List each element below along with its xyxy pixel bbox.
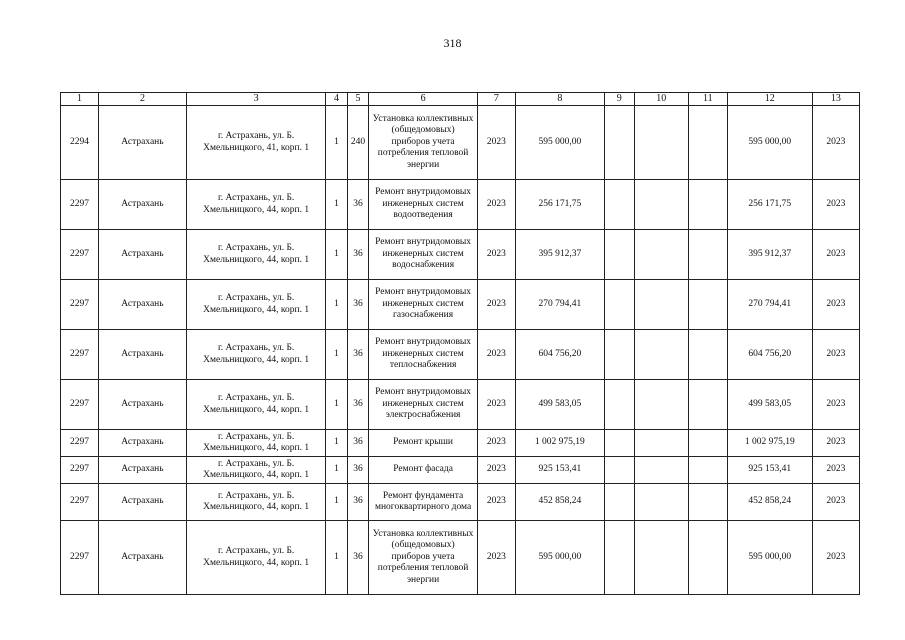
address-cell: г. Астрахань, ул. Б. Хмельницкого, 44, корп. 1 bbox=[186, 380, 325, 430]
year-cell: 2023 bbox=[477, 380, 515, 430]
column-header: 3 bbox=[186, 93, 325, 106]
address-cell: г. Астрахань, ул. Б. Хмельницкого, 44, корп. 1 bbox=[186, 484, 325, 521]
amount-cell: 452 858,24 bbox=[515, 484, 604, 521]
column-header: 5 bbox=[347, 93, 369, 106]
table-row bbox=[61, 430, 860, 457]
year-cell: 2023 bbox=[477, 457, 515, 484]
work-type-cell: Ремонт внутридомовых инженерных систем теплоснабжения bbox=[369, 330, 478, 380]
table-row bbox=[61, 521, 860, 595]
col4-cell: 1 bbox=[326, 380, 348, 430]
work-type-cell: Ремонт внутридомовых инженерных систем газоснабжения bbox=[369, 280, 478, 330]
total-amount-cell: 925 153,41 bbox=[727, 457, 812, 484]
col5-cell: 240 bbox=[347, 106, 369, 180]
final-year-cell: 2023 bbox=[812, 484, 859, 521]
amount-cell: 595 000,00 bbox=[515, 521, 604, 595]
col4-cell: 1 bbox=[326, 521, 348, 595]
table-row bbox=[61, 280, 860, 330]
col10-cell bbox=[634, 280, 688, 330]
row-number: 2297 bbox=[61, 457, 99, 484]
row-number: 2297 bbox=[61, 484, 99, 521]
city-cell: Астрахань bbox=[98, 380, 186, 430]
work-type-cell: Установка коллективных (общедомовых) приборов учета потребления тепловой энергии bbox=[369, 106, 478, 180]
work-type-cell: Ремонт крыши bbox=[369, 430, 478, 457]
city-cell: Астрахань bbox=[98, 521, 186, 595]
year-cell: 2023 bbox=[477, 330, 515, 380]
year-cell: 2023 bbox=[477, 180, 515, 230]
col9-cell bbox=[604, 180, 634, 230]
col10-cell bbox=[634, 521, 688, 595]
table-row bbox=[61, 106, 860, 180]
work-type-cell: Ремонт фасада bbox=[369, 457, 478, 484]
row-number: 2297 bbox=[61, 521, 99, 595]
address-cell: г. Астрахань, ул. Б. Хмельницкого, 44, корп. 1 bbox=[186, 457, 325, 484]
col11-cell bbox=[688, 430, 727, 457]
work-type-cell: Установка коллективных (общедомовых) приборов учета потребления тепловой энергии bbox=[369, 521, 478, 595]
final-year-cell: 2023 bbox=[812, 106, 859, 180]
col5-cell: 36 bbox=[347, 521, 369, 595]
year-cell: 2023 bbox=[477, 106, 515, 180]
col4-cell: 1 bbox=[326, 330, 348, 380]
column-header: 12 bbox=[727, 93, 812, 106]
work-type-cell: Ремонт внутридомовых инженерных систем водоотведения bbox=[369, 180, 478, 230]
col4-cell: 1 bbox=[326, 484, 348, 521]
column-header: 6 bbox=[369, 93, 478, 106]
column-header: 1 bbox=[61, 93, 99, 106]
capital-repair-table bbox=[60, 92, 860, 595]
row-number: 2297 bbox=[61, 180, 99, 230]
column-header: 4 bbox=[326, 93, 348, 106]
work-type-cell: Ремонт внутридомовых инженерных систем электроснабжения bbox=[369, 380, 478, 430]
col11-cell bbox=[688, 380, 727, 430]
col9-cell bbox=[604, 106, 634, 180]
col5-cell: 36 bbox=[347, 230, 369, 280]
amount-cell: 395 912,37 bbox=[515, 230, 604, 280]
table-row bbox=[61, 230, 860, 280]
amount-cell: 595 000,00 bbox=[515, 106, 604, 180]
work-type-cell: Ремонт внутридомовых инженерных систем водоснабжения bbox=[369, 230, 478, 280]
final-year-cell: 2023 bbox=[812, 180, 859, 230]
col10-cell bbox=[634, 430, 688, 457]
col9-cell bbox=[604, 521, 634, 595]
city-cell: Астрахань bbox=[98, 430, 186, 457]
city-cell: Астрахань bbox=[98, 106, 186, 180]
final-year-cell: 2023 bbox=[812, 380, 859, 430]
final-year-cell: 2023 bbox=[812, 280, 859, 330]
total-amount-cell: 499 583,05 bbox=[727, 380, 812, 430]
total-amount-cell: 256 171,75 bbox=[727, 180, 812, 230]
row-number: 2297 bbox=[61, 430, 99, 457]
column-header: 2 bbox=[98, 93, 186, 106]
row-number: 2297 bbox=[61, 330, 99, 380]
table-row bbox=[61, 457, 860, 484]
col11-cell bbox=[688, 280, 727, 330]
city-cell: Астрахань bbox=[98, 330, 186, 380]
col10-cell bbox=[634, 180, 688, 230]
column-header: 13 bbox=[812, 93, 859, 106]
page-number: 318 bbox=[443, 36, 462, 50]
column-header: 11 bbox=[688, 93, 727, 106]
col9-cell bbox=[604, 484, 634, 521]
col5-cell: 36 bbox=[347, 180, 369, 230]
final-year-cell: 2023 bbox=[812, 521, 859, 595]
city-cell: Астрахань bbox=[98, 180, 186, 230]
col11-cell bbox=[688, 521, 727, 595]
row-number: 2294 bbox=[61, 106, 99, 180]
work-type-cell: Ремонт фундамента многоквартирного дома bbox=[369, 484, 478, 521]
total-amount-cell: 595 000,00 bbox=[727, 521, 812, 595]
col9-cell bbox=[604, 430, 634, 457]
address-cell: г. Астрахань, ул. Б. Хмельницкого, 44, корп. 1 bbox=[186, 230, 325, 280]
col10-cell bbox=[634, 457, 688, 484]
address-cell: г. Астрахань, ул. Б. Хмельницкого, 44, корп. 1 bbox=[186, 180, 325, 230]
col11-cell bbox=[688, 330, 727, 380]
column-header: 8 bbox=[515, 93, 604, 106]
year-cell: 2023 bbox=[477, 280, 515, 330]
row-number: 2297 bbox=[61, 380, 99, 430]
year-cell: 2023 bbox=[477, 230, 515, 280]
address-cell: г. Астрахань, ул. Б. Хмельницкого, 41, корп. 1 bbox=[186, 106, 325, 180]
col5-cell: 36 bbox=[347, 484, 369, 521]
column-header: 10 bbox=[634, 93, 688, 106]
col11-cell bbox=[688, 457, 727, 484]
col4-cell: 1 bbox=[326, 180, 348, 230]
total-amount-cell: 1 002 975,19 bbox=[727, 430, 812, 457]
city-cell: Астрахань bbox=[98, 230, 186, 280]
col9-cell bbox=[604, 380, 634, 430]
column-header: 9 bbox=[604, 93, 634, 106]
final-year-cell: 2023 bbox=[812, 230, 859, 280]
col10-cell bbox=[634, 230, 688, 280]
table-row bbox=[61, 380, 860, 430]
final-year-cell: 2023 bbox=[812, 330, 859, 380]
total-amount-cell: 270 794,41 bbox=[727, 280, 812, 330]
col11-cell bbox=[688, 230, 727, 280]
col4-cell: 1 bbox=[326, 280, 348, 330]
col11-cell bbox=[688, 180, 727, 230]
amount-cell: 925 153,41 bbox=[515, 457, 604, 484]
city-cell: Астрахань bbox=[98, 457, 186, 484]
table-row bbox=[61, 180, 860, 230]
amount-cell: 256 171,75 bbox=[515, 180, 604, 230]
amount-cell: 270 794,41 bbox=[515, 280, 604, 330]
col5-cell: 36 bbox=[347, 280, 369, 330]
col10-cell bbox=[634, 330, 688, 380]
city-cell: Астрахань bbox=[98, 484, 186, 521]
col4-cell: 1 bbox=[326, 106, 348, 180]
col4-cell: 1 bbox=[326, 430, 348, 457]
table-row bbox=[61, 484, 860, 521]
col5-cell: 36 bbox=[347, 330, 369, 380]
column-header: 7 bbox=[477, 93, 515, 106]
col10-cell bbox=[634, 484, 688, 521]
total-amount-cell: 604 756,20 bbox=[727, 330, 812, 380]
table-row bbox=[61, 330, 860, 380]
col10-cell bbox=[634, 106, 688, 180]
amount-cell: 1 002 975,19 bbox=[515, 430, 604, 457]
col5-cell: 36 bbox=[347, 430, 369, 457]
col9-cell bbox=[604, 280, 634, 330]
col4-cell: 1 bbox=[326, 230, 348, 280]
col11-cell bbox=[688, 106, 727, 180]
year-cell: 2023 bbox=[477, 521, 515, 595]
final-year-cell: 2023 bbox=[812, 457, 859, 484]
header-row bbox=[61, 93, 860, 106]
col11-cell bbox=[688, 484, 727, 521]
amount-cell: 604 756,20 bbox=[515, 330, 604, 380]
total-amount-cell: 595 000,00 bbox=[727, 106, 812, 180]
city-cell: Астрахань bbox=[98, 280, 186, 330]
col5-cell: 36 bbox=[347, 380, 369, 430]
year-cell: 2023 bbox=[477, 484, 515, 521]
col9-cell bbox=[604, 230, 634, 280]
col9-cell bbox=[604, 457, 634, 484]
col10-cell bbox=[634, 380, 688, 430]
col9-cell bbox=[604, 330, 634, 380]
total-amount-cell: 395 912,37 bbox=[727, 230, 812, 280]
col4-cell: 1 bbox=[326, 457, 348, 484]
col5-cell: 36 bbox=[347, 457, 369, 484]
total-amount-cell: 452 858,24 bbox=[727, 484, 812, 521]
final-year-cell: 2023 bbox=[812, 430, 859, 457]
row-number: 2297 bbox=[61, 230, 99, 280]
address-cell: г. Астрахань, ул. Б. Хмельницкого, 44, корп. 1 bbox=[186, 330, 325, 380]
year-cell: 2023 bbox=[477, 430, 515, 457]
address-cell: г. Астрахань, ул. Б. Хмельницкого, 44, корп. 1 bbox=[186, 430, 325, 457]
row-number: 2297 bbox=[61, 280, 99, 330]
amount-cell: 499 583,05 bbox=[515, 380, 604, 430]
address-cell: г. Астрахань, ул. Б. Хмельницкого, 44, корп. 1 bbox=[186, 280, 325, 330]
address-cell: г. Астрахань, ул. Б. Хмельницкого, 44, корп. 1 bbox=[186, 521, 325, 595]
